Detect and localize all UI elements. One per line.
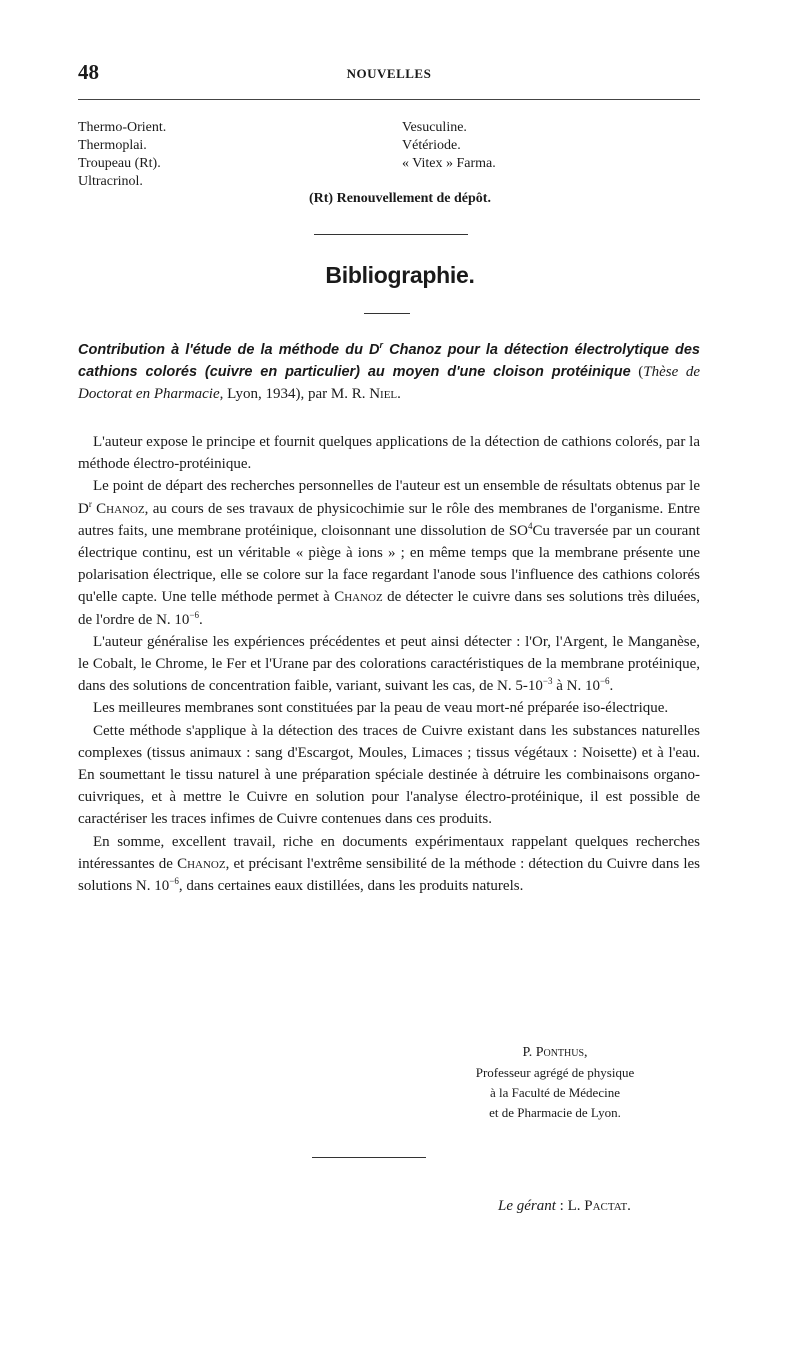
citation-title-part: Contribution à l'étude de la méthode du D — [78, 342, 380, 358]
text-span: Cu traversée par un courant électrique continu, est un véritable « piège à ions » ; en même temps que la membrane présente une polarisation électrique, elle se colore sur la face regardant l'anode sous l'influence des cathions colorés qu'elle capte. Une telle méthode permet à — [78, 522, 701, 606]
citation-source: Thèse de Doctorat en Pharmacie — [78, 364, 701, 402]
paragraph: Les meilleures membranes sont constituées par la peau de veau mort-né préparée iso-électrique. — [93, 700, 669, 717]
page-footer — [498, 1198, 631, 1215]
signatory-title: à la Faculté de Médecine — [490, 1085, 620, 1100]
superscript: −6 — [599, 676, 610, 687]
paragraph — [78, 831, 700, 898]
divider-rule — [314, 234, 468, 235]
list-item: Thermoplai. — [78, 138, 147, 153]
citation-title — [78, 342, 700, 380]
text-span: . — [199, 611, 203, 628]
divider-rule — [312, 1157, 426, 1158]
page-number: 48 — [78, 60, 99, 84]
divider-rule — [364, 313, 410, 314]
paragraph: Cette méthode s'applique à la détection des traces de Cuivre existant dans les substances naturelles complexes (tissus animaux : sang d'Escargot, Moules, Limaces ; tissus végétaux : Noisette) et à l'eau. En soumettant le tissu naturel à une préparation spéciale destinée à détruire les combinaisons organo-cuivriques, et à mettre le Cuivre en solution pour l'analyse électro-protéinique, il est possible de caractériser les traces infimes de Cuivre contenues dans ces produits. — [78, 722, 700, 828]
text-span: , et précisant l'extrême sensibilité de la méthode : détection du Cuivre dans les solutions N. 10 — [78, 855, 700, 895]
superscript: 4 — [528, 520, 533, 531]
running-head: NOUVELLES — [346, 66, 432, 81]
product-list-left — [78, 119, 166, 191]
citation-text: ( — [630, 364, 644, 380]
bibliography-citation — [78, 339, 700, 405]
list-item: Ultracrinol. — [78, 174, 143, 189]
text-span: Le point de départ des recherches personnelles de l'auteur est un ensemble de résultats obtenus par le D — [78, 478, 700, 517]
header-rule — [78, 99, 700, 100]
person-name: Chanoz — [96, 500, 145, 517]
text-span: En somme, excellent travail, riche en documents expérimentaux rappelant quelques recherches intéressantes de — [78, 833, 700, 872]
renewal-note: (Rt) Renouvellement de dépôt. — [309, 191, 491, 206]
text-span: , dans certaines eaux distillées, dans les produits naturels. — [178, 878, 524, 895]
superscript: −6 — [169, 876, 179, 887]
superscript: r — [88, 498, 92, 509]
paragraph: L'auteur expose le principe et fournit quelques applications de la détection de cathions colorés, par la méthode électro-protéinique. — [78, 434, 700, 473]
product-list-right — [402, 119, 496, 173]
text-span: L'auteur généralise les expériences précédentes et peut ainsi détecter : l'Or, l'Argent, le Manganèse, le Cobalt, le Chrome, le Fer et l'Urane par des colorations caractéristiques de la membrane protéinique, dans des solutions de concentration faible, variant, suivant les cas, de N. 5-10 — [78, 633, 700, 695]
paragraph — [78, 631, 700, 698]
citation-author: M. R. Niel. — [330, 386, 401, 402]
footer-separator: : — [555, 1198, 568, 1214]
signatory-title: Professeur agrégé de physique — [475, 1065, 635, 1080]
signature-block — [400, 1043, 710, 1123]
footer-label: Le gérant — [498, 1198, 556, 1214]
signatory-title: et de Pharmacie de Lyon. — [489, 1105, 621, 1120]
signatory-name: P. Ponthus, — [522, 1045, 588, 1060]
superscript: r — [379, 340, 384, 351]
list-item: Vétériode. — [402, 138, 461, 153]
person-name: Chanoz — [177, 855, 226, 872]
text-span: . — [609, 678, 614, 695]
list-item: Troupeau (Rt). — [78, 156, 161, 171]
superscript: −3 — [542, 676, 553, 687]
page-header — [78, 60, 700, 88]
section-title: Bibliographie. — [325, 262, 475, 288]
footer-name: L. Pactat. — [567, 1198, 631, 1214]
citation-title-part: Chanoz pour la détection électrolytique des cathions colorés (cuivre en particulier) au moyen d'une cloison protéinique — [78, 342, 700, 380]
text-span: à N. 10 — [552, 678, 600, 695]
superscript: −6 — [189, 609, 199, 620]
list-item: Thermo-Orient. — [78, 120, 167, 135]
text-span: , au cours de ses travaux de physicochimie sur le rôle des membranes de l'organisme. Entre autres faits, une membrane protéinique, cloisonnant une dissolution de SO — [78, 500, 701, 539]
citation-text: , Lyon, 1934), par — [219, 386, 331, 402]
list-item: Vesuculine. — [402, 120, 467, 135]
review-body — [78, 431, 700, 897]
text-span: de détecter le cuivre dans ses solutions très diluées, de l'ordre de N. 10 — [78, 589, 700, 628]
list-item: « Vitex » Farma. — [402, 156, 496, 171]
person-name: Chanoz — [334, 589, 383, 606]
paragraph — [78, 475, 700, 630]
